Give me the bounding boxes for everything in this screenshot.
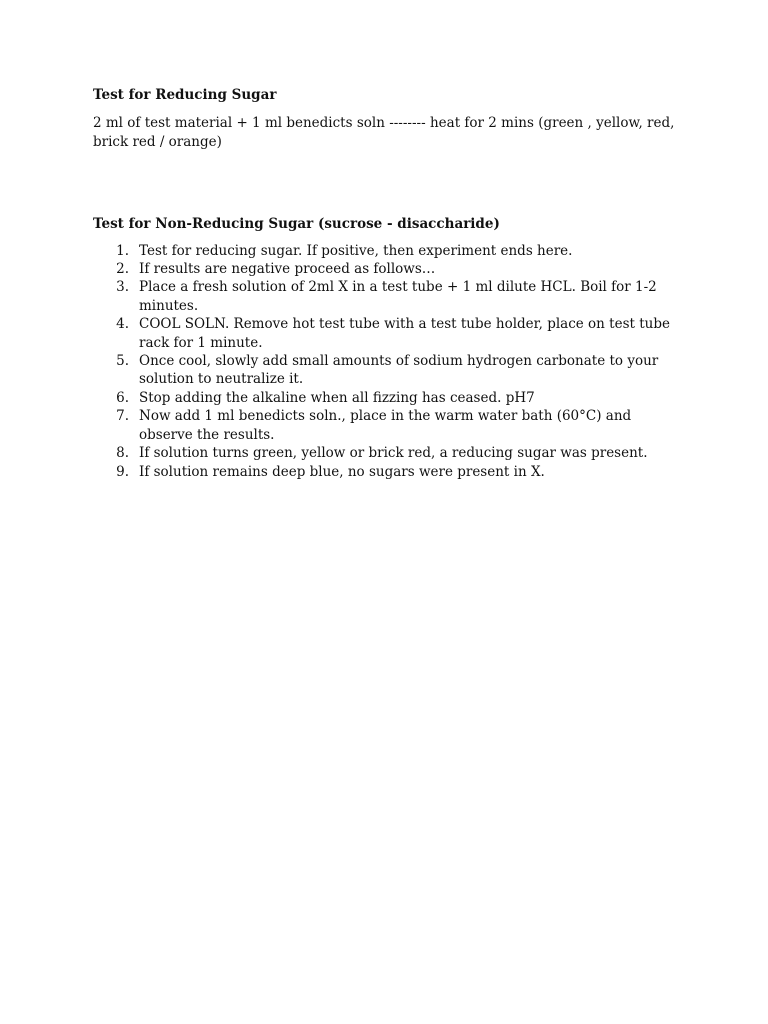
step-item <box>93 260 683 278</box>
non-reducing-sugar-heading: Test for Non-Reducing Sugar (sucrose - disaccharide) <box>93 216 500 233</box>
step-item <box>93 444 683 462</box>
step-item <box>93 278 683 315</box>
step-text: Place a fresh solution of 2ml X in a test tube + 1 ml dilute HCL. Boil for 1-2 minutes. <box>139 279 657 314</box>
reducing-sugar-heading: Test for Reducing Sugar <box>93 87 277 103</box>
step-text: Once cool, slowly add small amounts of sodium hydrogen carbonate to your solution to neutralize it. <box>139 353 659 388</box>
step-item <box>93 242 683 260</box>
step-number: 4. <box>116 316 129 333</box>
step-text: COOL SOLN. Remove hot test tube with a test tube holder, place on test tube rack for 1 minute. <box>139 316 670 351</box>
step-text: Stop adding the alkaline when all fizzing has ceased. pH7 <box>139 389 535 406</box>
reducing-sugar-procedure: 2 ml of test material + 1 ml benedicts soln -------- heat for 2 mins (green , yellow, red, brick red / orange) <box>93 115 675 150</box>
step-item <box>93 352 683 389</box>
step-number: 8. <box>116 445 129 462</box>
step-item <box>93 389 683 407</box>
step-number: 1. <box>116 242 129 259</box>
step-text: Test for reducing sugar. If positive, then experiment ends here. <box>139 242 573 259</box>
step-text: If solution remains deep blue, no sugars were present in X. <box>139 463 545 480</box>
step-text: If results are negative proceed as follows… <box>139 261 436 278</box>
step-number: 3. <box>116 279 129 296</box>
step-text: Now add 1 ml benedicts soln., place in the warm water bath (60°C) and observe the results. <box>139 408 632 443</box>
step-number: 7. <box>116 408 129 425</box>
step-item <box>93 407 683 444</box>
step-number: 9. <box>116 463 129 480</box>
step-number: 2. <box>116 261 129 278</box>
step-item <box>93 463 683 481</box>
step-number: 6. <box>116 389 129 406</box>
section-spacer <box>93 151 683 215</box>
step-item <box>93 315 683 352</box>
step-number: 5. <box>116 353 129 370</box>
non-reducing-sugar-steps <box>93 242 683 481</box>
step-text: If solution turns green, yellow or brick red, a reducing sugar was present. <box>139 445 648 462</box>
document-content <box>93 86 683 481</box>
